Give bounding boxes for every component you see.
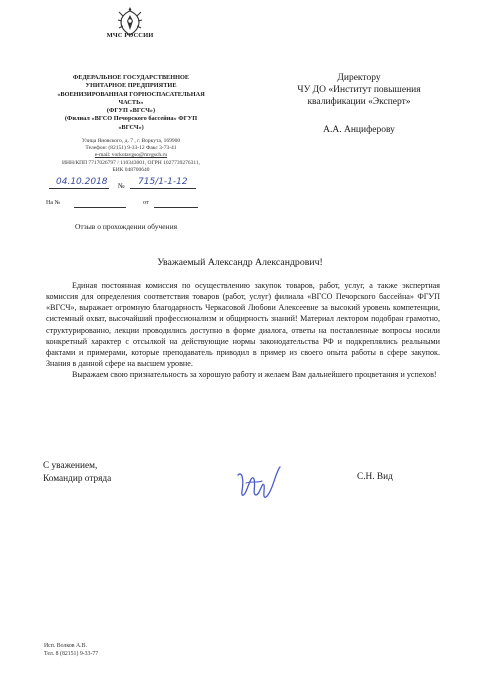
handwritten-signature <box>232 461 288 503</box>
executor-name: Исп. Волков А.В. <box>44 643 87 649</box>
executor-info <box>44 642 98 658</box>
outgoing-date: 04.10.2018 <box>56 177 108 187</box>
closing-regards: С уважением, <box>43 461 98 471</box>
org-line: ЧАСТЬ» <box>118 98 144 106</box>
executor-phone: Тел. 8 (82151) 9-33-77 <box>44 651 99 657</box>
number-underline <box>130 188 196 189</box>
recipient-line: ЧУ ДО «Институт повышения <box>297 85 421 95</box>
org-line: «ВГСЧ») <box>118 123 144 131</box>
org-line: ФЕДЕРАЛЬНОЕ ГОСУДАРСТВЕННОЕ <box>72 74 190 81</box>
organization-address <box>24 138 238 174</box>
org-line: (ФГУП «ВГСЧ») <box>106 107 156 115</box>
signer-name: С.Н. Вид <box>357 472 393 482</box>
outgoing-number: 715/1-1-12 <box>138 177 188 187</box>
recipient-name: А.А. Анциферову <box>323 125 395 135</box>
number-sign: № <box>118 182 125 190</box>
ref-number-underline <box>74 207 126 208</box>
letter-subject: Отзыв о прохождении обучения <box>75 222 178 231</box>
address-line: Улица Яновского, д. 7 , г. Воркута, 169900 <box>81 138 181 144</box>
org-line: УНИТАРНОЕ ПРЕДПРИЯТИЕ <box>85 82 177 90</box>
org-line: «ВОЕНИЗИРОВАННАЯ ГОРНОСПАСАТЕЛЬНАЯ <box>57 90 205 98</box>
closing-block <box>43 460 111 485</box>
email-line: e-mail: vorkutavgso@mvgsch.ru <box>94 152 168 159</box>
ref-number-label: На № <box>46 200 61 206</box>
body-paragraph: Выражаем свою признательность за хорошую работу и желаем Вам дальнейшего процветания и успехов! <box>72 370 437 380</box>
ministry-name: МЧС РОССИИ <box>106 32 154 39</box>
date-underline <box>49 188 109 189</box>
recipient-line: квалификации «Эксперт» <box>307 97 411 107</box>
body-paragraph: Единая постоянная комиссия по осуществлению закупок товаров, работ, услуг, а также экспертная комиссия для определения соответствия товаров (работ, услуг) филиала «ВГСО Печорского бассейна» ФГУП «ВГСЧ», выражает огромную благодарность Черкасовой Любови Алексеевне за высокий уровень компетенции, системный охват, высочайший профессионализм и общирность знаний! Материал лектором подобран грамотно, структурированно, лекции проводились доступно в форме диалога, ответы на поставленные вопросы носили конкретный характер с отсылкой на действующие нормы законодательства РФ и подкреплялись реальными фактами и примерами, которые преподаватель приводил в пример из своего опыта работы в сфере закупок. Знания в данной сфере на высшем уровне. <box>46 281 440 369</box>
greeting: Уважаемый Александр Александрович! <box>157 257 323 268</box>
address-line: БИК 048700640 <box>112 166 150 173</box>
recipient-block <box>276 72 442 108</box>
signer-position: Командир отряда <box>43 473 112 484</box>
address-line: ИНН/КПП 7717026797 / 110343001, ОГРН 1027739276311, <box>62 159 200 166</box>
letter-body <box>46 280 440 380</box>
org-line: (Филиал «ВГСО Печорского бассейна» ФГУП <box>64 115 198 123</box>
ref-date-underline <box>154 207 198 208</box>
ref-date-label: от <box>143 200 149 206</box>
address-line: Телефон: (82151) 9-33-12 Факс 3-73-41 <box>85 145 177 152</box>
recipient-line: Директору <box>337 73 381 83</box>
organization-name <box>24 74 238 132</box>
